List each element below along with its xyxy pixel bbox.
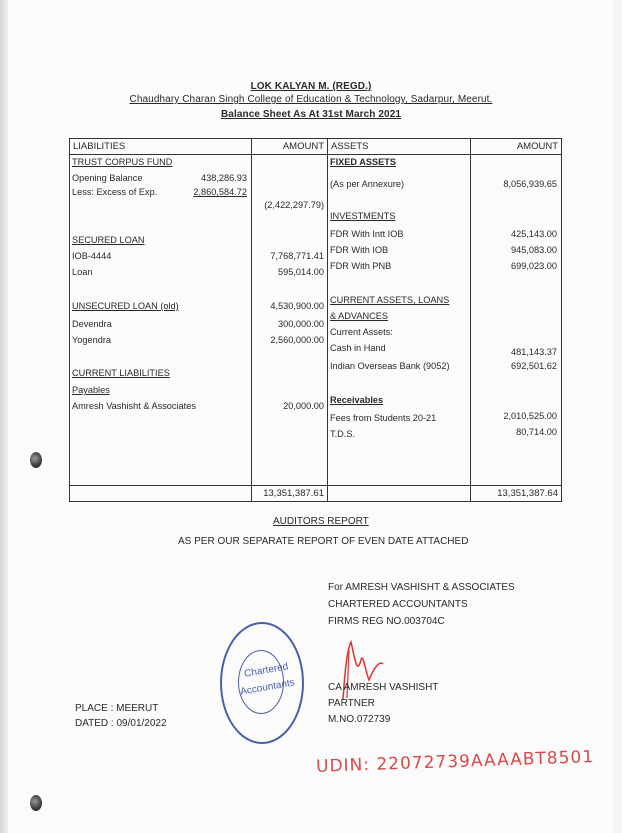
chartered-accountants: CHARTERED ACCOUNTANTS [328, 599, 468, 610]
assets-total: 13,351,387.64 [497, 488, 558, 499]
fdr-iob-value: 425,143.00 [511, 229, 557, 239]
investments-heading: INVESTMENTS [330, 211, 396, 221]
partner-title: PARTNER [328, 698, 375, 709]
fees-value: 2,010,525.00 [503, 411, 557, 421]
assets-total-blank [328, 486, 471, 502]
current-assets-label: Current Assets: [330, 327, 393, 337]
advances-heading: & ADVANCES [330, 311, 389, 321]
fdr-pnb-label: FDR With PNB [330, 261, 392, 271]
iob-label: IOB-4444 [72, 251, 112, 261]
col-header-liabilities: LIABILITIES [70, 139, 252, 155]
opening-balance-label: Opening Balance [72, 173, 143, 183]
yogendra-value: 2,560,000.00 [270, 335, 324, 345]
loan-value: 595,014.00 [278, 267, 324, 277]
iob-value: 7,768,771.41 [270, 251, 324, 261]
liabilities-total-cell [252, 486, 328, 502]
receivables-heading: Receivables [330, 395, 384, 405]
fdr-iob-label: FDR With Intt IOB [330, 229, 404, 239]
stamp-center-line1: Chartered [243, 661, 290, 680]
col-header-assets: ASSETS [328, 139, 471, 155]
trust-corpus-fund-heading: TRUST CORPUS FUND [72, 157, 173, 167]
firm-name: For AMRESH VASHISHT & ASSOCIATES [328, 582, 515, 593]
membership-no: M.NO.072739 [328, 714, 391, 725]
annexure-value: 8,056,939.65 [503, 179, 557, 189]
fdr-iob2-value: 945,083.00 [511, 245, 557, 255]
annexure-label: (As per Annexure) [330, 179, 405, 189]
less-excess-label: Less: Excess of Exp. [72, 187, 158, 197]
punch-hole-icon [30, 795, 42, 811]
unsecured-value: 4,530,900.00 [270, 301, 324, 311]
current-assets-loans-heading: CURRENT ASSETS, LOANS [330, 295, 450, 305]
partner-name: CA AMRESH VASHISHT [328, 682, 439, 693]
col-header-amount-right: AMOUNT [471, 139, 562, 155]
trust-total-value: (2,422,297.79) [264, 200, 324, 210]
org-title: LOK KALYAN M. (REGD.) [250, 81, 372, 92]
less-excess-value: 2,860,584.72 [193, 187, 247, 197]
liabilities-cell [70, 155, 252, 486]
current-liabilities-heading: CURRENT LIABILITIES [72, 368, 170, 378]
assets-cell [328, 155, 471, 486]
payables-heading: Payables [72, 385, 110, 395]
sheet-title: Balance Sheet As At 31st March 2021 [220, 109, 402, 120]
liabilities-total-blank [70, 486, 252, 502]
udin-handwritten: UDIN: 22072739AAAABT8501 [315, 747, 595, 777]
opening-balance-value: 438,286.93 [201, 173, 247, 183]
fees-label: Fees from Students 20-21 [330, 413, 437, 423]
amresh-label: Amresh Vashisht & Associates [72, 401, 196, 411]
bank-value: 692,501.62 [511, 361, 557, 371]
secured-loan-heading: SECURED LOAN [72, 235, 145, 245]
liabilities-amount-cell [252, 155, 328, 486]
loan-label: Loan [72, 267, 93, 277]
assets-total-cell [471, 486, 562, 502]
stamp-center-line2: Accountants [239, 677, 296, 698]
punch-hole-icon [30, 452, 42, 468]
auditors-report-heading: AUDITORS REPORT [273, 516, 369, 527]
liabilities-total: 13,351,387.61 [263, 488, 324, 499]
cash-label: Cash in Hand [330, 343, 386, 353]
yogendra-label: Yogendra [72, 335, 112, 345]
balance-sheet-table [69, 138, 562, 502]
assets-amount-cell [471, 155, 562, 486]
signature-icon [335, 630, 395, 705]
fixed-assets-heading: FIXED ASSETS [330, 157, 397, 167]
firm-reg-no: FIRMS REG NO.003704C [328, 616, 445, 627]
college-title: Chaudhary Charan Singh College of Education & Technology, Sadarpur, Meerut. [129, 94, 493, 105]
fdr-pnb-value: 699,023.00 [511, 261, 557, 271]
cash-value: 481,143.37 [511, 347, 557, 357]
tds-value: 80,714.00 [516, 427, 557, 437]
amresh-value: 20,000.00 [283, 401, 324, 411]
place: PLACE : MEERUT [75, 703, 159, 714]
fdr-iob2-label: FDR With IOB [330, 245, 389, 255]
unsecured-loan-heading: UNSECURED LOAN (old) [72, 301, 179, 311]
devendra-label: Devendra [72, 319, 112, 329]
dated: DATED : 09/01/2022 [75, 718, 167, 729]
tds-label: T.D.S. [330, 429, 356, 439]
bank-label: Indian Overseas Bank (9052) [330, 361, 450, 371]
auditors-report-line: AS PER OUR SEPARATE REPORT OF EVEN DATE ATTACHED [178, 536, 469, 547]
devendra-value: 300,000.00 [278, 319, 324, 329]
col-header-amount-left: AMOUNT [252, 139, 328, 155]
